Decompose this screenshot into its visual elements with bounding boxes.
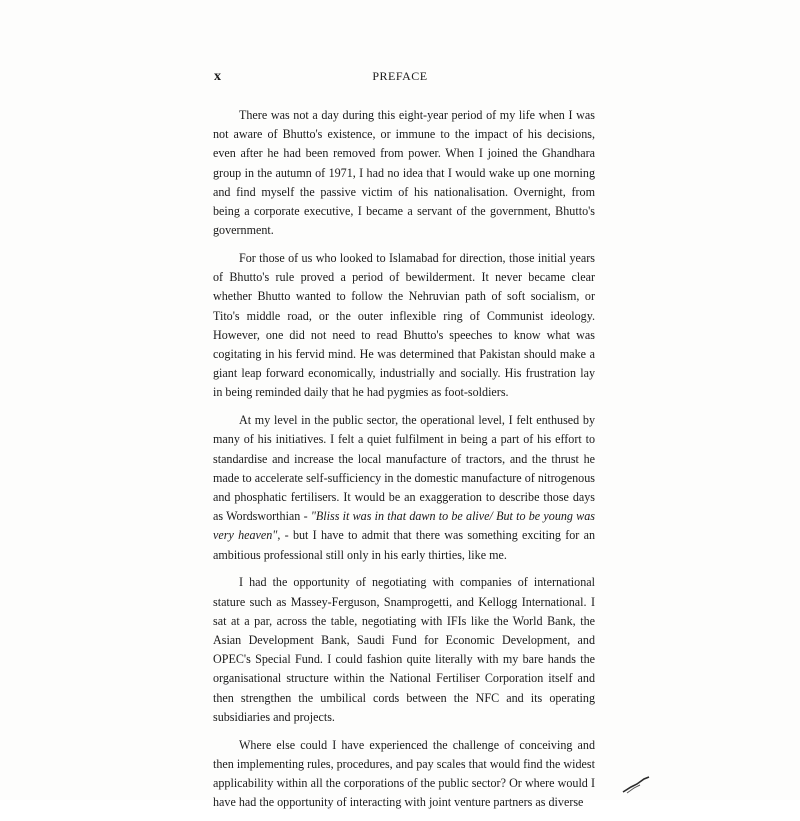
paragraph-text: For those of us who looked to Islamabad for direction, those initial years of Bhutto's rule proved a period of bewilderment. It never became clear whether Bhutto wanted to follow the Nehruvian path of soft socialism, or Tito's middle road, or the outer inflexible ring of Communist ideology. However, one did not need to read Bhutto's speeches to know what was cogitating in his fervid mind. He was determined that Pakistan should make a giant leap forward economically, industrially and socially. His frustration lay in being reminded daily that he had pygmies as foot-soldiers.: [213, 251, 595, 400]
body-text: [213, 106, 595, 821]
running-title: PREFACE: [372, 69, 428, 83]
paragraph-1: [213, 106, 595, 240]
paragraph-text: , - but I have to admit that there was something exciting for an ambitious professional still only in his early thirties, like me.: [213, 528, 595, 562]
wordsworth-quote: "Bliss it was in that dawn to be alive/ But to be young was very heaven": [213, 509, 596, 543]
paragraph-text: At my level in the public sector, the operational level, I felt enthused by many of his initiatives. I felt a quiet fulfilment in being a part of his effort to standardise and increase the local manufacture of tractors, and the thrust he made to accelerate self-sufficiency in the domestic manufacture of nitrogenous and phosphatic fertilisers. It would be an exaggeration to describe those days as Wordsworthian -: [213, 413, 595, 524]
paragraph-5: [213, 736, 595, 813]
paragraph-text: There was not a day during this eight-year period of my life when I was not aware of Bhutto's existence, or immune to the impact of his decisions, even after he had been removed from power. When I joined the Ghandhara group in the autumn of 1971, I had no idea that I would wake up one morning and find myself the passive victim of his nationalisation. Overnight, from being a corporate executive, I became a servant of the government, Bhutto's government.: [213, 108, 595, 238]
paragraph-4: [213, 573, 595, 727]
running-head: [200, 69, 600, 89]
paragraph-3: [213, 411, 595, 565]
page-number: x: [214, 69, 221, 84]
paragraph-2: [213, 249, 595, 403]
paragraph-text: Where else could I have experienced the challenge of conceiving and then implementing rules, procedures, and pay scales that would find the widest applicability within all the corporations of the public sector? Or where would I have had the opportunity of interacting with joint venture partners as diverse: [213, 737, 595, 810]
scan-mark-icon: [622, 776, 650, 794]
paragraph-text: I had the opportunity of negotiating with companies of international stature such as Massey-Ferguson, Snamprogetti, and Kellogg International. I sat at a par, across the table, negotiating with IFIs like the World Bank, the Asian Development Bank, Saudi Fund for Economic Development, and OPEC's Special Fund. I could fashion quite literally with my bare hands the organisational structure within the National Fertiliser Corporation itself and then strengthen the umbilical cords between the NFC and its operating subsidiaries and projects.: [213, 575, 595, 724]
